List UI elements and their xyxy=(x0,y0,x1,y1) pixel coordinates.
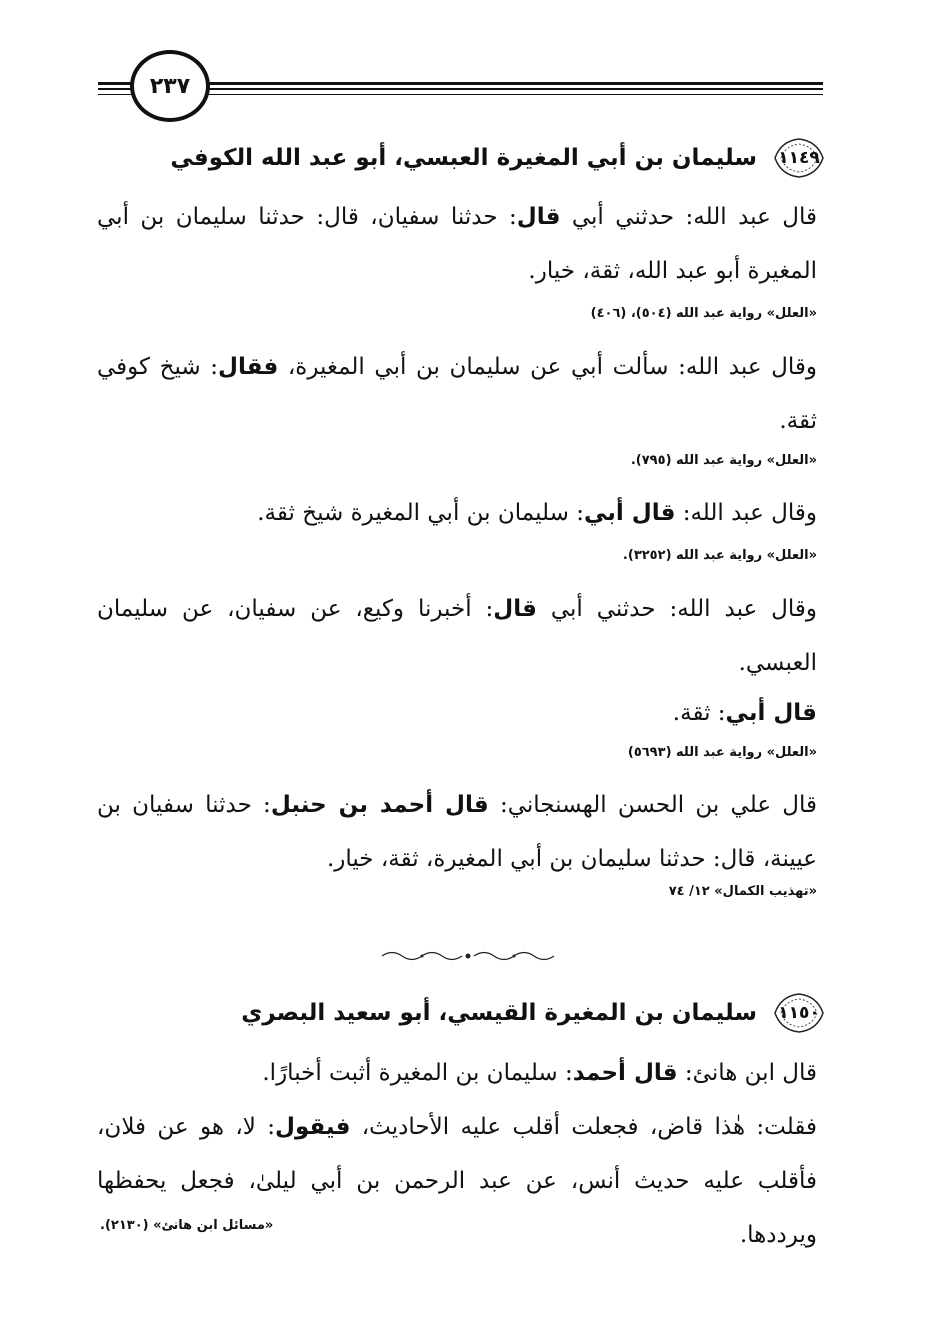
paragraph: قال عبد الله: حدثني أبي قال: حدثنا سفيان، قال: حدثنا سليمان بن أبي المغيرة أبو عبد الله، ثقة، خيار. xyxy=(97,204,817,284)
entry-title: سليمان بن أبي المغيرة العبسي، أبو عبد الله الكوفي xyxy=(170,145,757,171)
source-citation: «العلل» رواية عبد الله (٧٩٥). xyxy=(630,453,817,468)
source-citation: «العلل» رواية عبد الله (٣٢٥٢). xyxy=(622,548,817,563)
paragraph: قال ابن هانئ: قال أحمد: سليمان بن المغيرة أثبت أخبارًا. xyxy=(262,1060,817,1086)
entry-number-badge: ١١٤٩ xyxy=(771,135,827,181)
paragraph: وقال عبد الله: قال أبي: سليمان بن أبي المغيرة شيخ ثقة. xyxy=(257,500,817,526)
entry-title: سليمان بن المغيرة القيسي، أبو سعيد البصري xyxy=(241,1000,757,1026)
paragraph: وقال عبد الله: حدثني أبي قال: أخبرنا وكيع، عن سفيان، عن سليمان العبسي. xyxy=(97,596,817,676)
source-citation: «تهذيب الكمال» ١٢/ ٧٤ xyxy=(668,884,817,899)
entry-heading xyxy=(170,135,827,181)
paragraph: فقلت: هٰذا قاض، فجعلت أقلب عليه الأحاديث، فيقول: لا، هو عن فلان، فأقلب عليه حديث أنس، عن عبد الرحمن بن أبي ليلىٰ، فجعل يحفظها ويرددها. xyxy=(97,1114,818,1248)
section-divider-ornament-icon xyxy=(378,948,558,964)
entry-heading xyxy=(241,990,827,1036)
paragraph: وقال عبد الله: سألت أبي عن سليمان بن أبي المغيرة، فقال: شيخ كوفي ثقة. xyxy=(97,354,817,434)
entry-number-badge: ١١٥٠ xyxy=(771,990,827,1036)
source-citation: «العلل» رواية عبد الله (٥٦٩٣) xyxy=(627,745,817,760)
source-citation: «العلل» رواية عبد الله (٥٠٤)، (٤٠٦) xyxy=(590,306,817,321)
paragraph: قال أبي: ثقة. xyxy=(672,700,817,726)
source-citation: «مسائل ابن هانئ» (٢١٣٠). xyxy=(100,1218,274,1233)
paragraph: قال علي بن الحسن الهسنجاني: قال أحمد بن حنبل: حدثنا سفيان بن عيينة، قال: حدثنا سليمان بن أبي المغيرة، ثقة، خيار. xyxy=(97,792,818,872)
page-number: ٢٣٧ xyxy=(130,50,210,122)
